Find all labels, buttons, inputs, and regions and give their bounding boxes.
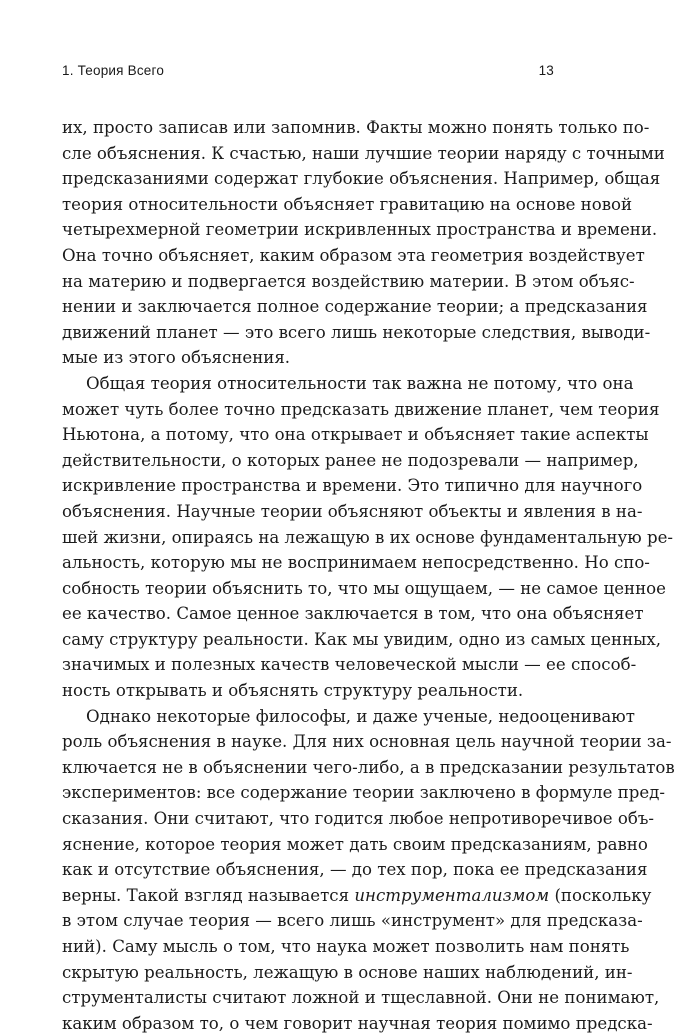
text-line: мые из этого объяснения. [62, 348, 291, 368]
text-line: сле объяснения. К счастью, наши лучшие теории наряду с точными [62, 143, 665, 163]
body-text [62, 115, 675, 1036]
text-line: струменталисты считают ложной и тщеславной. Они не понимают, [62, 988, 660, 1008]
text-line: в этом случае теория — всего лишь «инструмент» для предсказа- [62, 911, 643, 931]
text-line: объяснения. Научные теории объясняют объекты и явления в на- [62, 501, 643, 521]
emphasized-term: инструментализмом [354, 885, 550, 905]
text-line: саму структуру реальности. Как мы увидим, одно из самых ценных, [62, 629, 661, 649]
text-line: четырехмерной геометрии искривленных пространства и времени. [62, 220, 658, 240]
text-line: на материю и подвергается воздействию материи. В этом объяс- [62, 271, 635, 291]
text-line: действительности, о которых ранее не подозревали — например, [62, 450, 639, 470]
text-line: предсказаниями содержат глубокие объяснения. Например, общая [62, 169, 661, 189]
text-line: нении и заключается полное содержание теории; а предсказания [62, 297, 648, 317]
text-line: теория относительности объясняет гравитацию на основе новой [62, 194, 633, 214]
text-line-with-emphasis [62, 883, 652, 909]
text-line: может чуть более точно предсказать движение планет, чем теория [62, 399, 660, 419]
text-line: как и отсутствие объяснения, — до тех пор, пока ее предсказания [62, 860, 648, 880]
text-line: их, просто записав или запомнив. Факты можно понять только по- [62, 118, 650, 137]
running-head [62, 63, 554, 85]
text-line: Общая теория относительности так важна не потому, что она [86, 373, 634, 393]
text-line: альность, которую мы не воспринимаем непосредственно. Но спо- [62, 553, 650, 573]
text-line: Однако некоторые философы, и даже ученые, недооценивают [86, 706, 635, 726]
text-line: шей жизни, опираясь на лежащую в их основе фундаментальную ре- [62, 527, 674, 547]
text-line: значимых и полезных качеств человеческой мысли — ее способ- [62, 655, 637, 675]
text-line: роль объяснения в науке. Для них основная цель научной теории за- [62, 732, 672, 752]
text-line: собность теории объяснить то, что мы ощущаем, — не самое ценное [62, 578, 666, 598]
text-line: каким образом то, о чем говорит научная теория помимо предска- [62, 1013, 653, 1033]
text-line: движений планет — это всего лишь некоторые следствия, выводи- [62, 322, 651, 342]
text-line: ее качество. Самое ценное заключается в том, что она объясняет [62, 604, 644, 624]
chapter-title: 1. Теория Всего [62, 63, 165, 78]
text-line: сказания. Они считают, что годится любое непротиворечивое объ- [62, 809, 655, 829]
text-line: экспериментов: все содержание теории заключено в формуле пред- [62, 783, 666, 803]
text-line: Ньютона, а потому, что она открывает и объясняет такие аспекты [62, 425, 649, 445]
line-text-after: (поскольку [549, 885, 652, 905]
text-line: ключается не в объяснении чего-либо, а в предсказании результатов [62, 757, 675, 777]
line-text-before: верны. Такой взгляд называется [62, 885, 355, 905]
page-number: 13 [538, 63, 554, 78]
text-line: ность открывать и объяснять структуру реальности. [62, 681, 524, 701]
text-line: ний). Саму мысль о том, что наука может позволить нам понять [62, 937, 630, 956]
text-line: яснение, которое теория может дать своим предсказаниям, равно [62, 834, 648, 854]
text-line: искривление пространства и времени. Это типично для научного [62, 476, 643, 496]
text-line: Она точно объясняет, каким образом эта геометрия воздействует [62, 245, 645, 265]
text-line: скрытую реальность, лежащую в основе наших наблюдений, ин- [62, 962, 633, 982]
